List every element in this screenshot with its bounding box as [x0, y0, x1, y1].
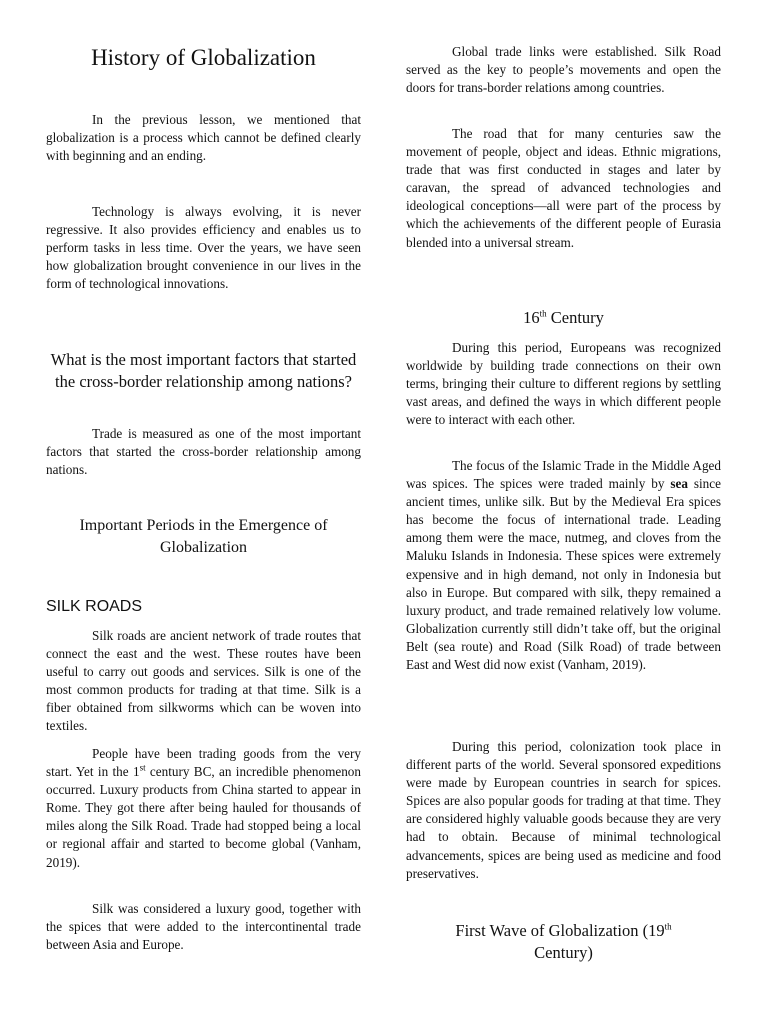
trade-links-paragraph: Global trade links were established. Silk Road served as the key to people’s movements and open the doors for trans-border relations among countries. — [406, 44, 721, 96]
c16-paragraph-2-end: since ancient times, unlike silk. But by the Medieval Era spices has become the focus of international trade. Leading among them were the mace, nutmeg, and cloves from the Maluku Islands in Indonesia. These spices were extremely expensive and in high demand, not only in Indonesia but also in Europe. But compared with silk, thepy remained a luxury product, and trade remained relatively low volume. Globalization currently still didn’t take off, but the original Belt (sea route) and Road (Silk Road) of trade between East and West did now exist (Vanham, 2019). — [406, 476, 721, 673]
century-16-heading — [406, 307, 721, 329]
page-title: History of Globalization — [91, 45, 316, 70]
intro-paragraph-2: Technology is always evolving, it is never regressive. It also provides efficiency and enables us to perform tasks in less time. Over the years, we have seen how globalization brought convenience in our lives in the form of technological innovations. — [46, 204, 361, 292]
silk-paragraph-2-start: People have been trading goods from the very start. Yet in the 1 — [46, 746, 361, 780]
century-number: 16 — [523, 308, 540, 327]
c16-paragraph-2 — [406, 457, 721, 674]
c16-paragraph-1: During this period, Europeans was recognized worldwide by building trade connections on their own terms, bringing their culture to different regions by settling vast areas, and defined the ways in which different people were to interact with each other. — [406, 340, 721, 428]
silk-paragraph-3: Silk was considered a luxury good, together with the spices that were added to the intercontinental trade between Asia and Europe. — [46, 901, 361, 953]
silk-paragraph-2 — [46, 745, 361, 872]
road-movement-paragraph: The road that for many centuries saw the movement of people, object and ideas. Ethnic migrations, trade that was first conducted in stages and later by caravan, the spread of advanced technologies and ideological conceptions—all were part of the process by which the achievements of the different people of Eurasia blended into a universal stream. — [406, 126, 721, 250]
sea-emphasis: sea — [670, 476, 688, 492]
periods-heading: Important Periods in the Emergence of Globalization — [79, 517, 328, 556]
first-wave-suffix: th — [664, 921, 672, 932]
first-wave-start: First Wave of Globalization (19 — [455, 921, 665, 940]
silk-roads-heading: SILK ROADS — [46, 598, 143, 615]
silk-paragraph-2-end: century BC, an incredible phenomenon occurred. Luxury products from China started to appear in Rome. They got there after being hauled for thousands of miles along the Silk Road. Trade had stopped being a local or regional affair and started to become global (Vanham, 2019). — [46, 764, 361, 870]
c16-paragraph-3: During this period, colonization took place in different parts of the world. Several sponsored expeditions were made by European countries in search for spices. Spices are also popular goods for trading at that time. They are considered highly valuable goods because they are very had to obtain. Because of minimal technological advancements, spices are being used as medicine and food preservatives. — [406, 739, 721, 881]
c16-paragraph-2-start: The focus of the Islamic Trade in the Middle Aged was spices. The spices were traded mainly by — [406, 458, 721, 492]
first-wave-heading — [406, 920, 721, 964]
question-heading: What is the most important factors that started the cross-border relationship among nations? — [50, 350, 357, 391]
ordinal-suffix: st — [139, 762, 146, 773]
first-wave-end: Century) — [534, 943, 593, 962]
century-suffix: th — [539, 308, 547, 319]
silk-paragraph-1: Silk roads are ancient network of trade routes that connect the east and the west. These routes have been useful to carry out goods and services. Silk is one of the most common products for trading at that time. Silk is a fiber obtained from silkworms which can be woven into textiles. — [46, 628, 361, 734]
trade-paragraph: Trade is measured as one of the most important factors that started the cross-border relationship among nations. — [46, 426, 361, 478]
century-word: Century — [546, 308, 604, 327]
intro-paragraph-1: In the previous lesson, we mentioned that globalization is a process which cannot be defined clearly with beginning and an ending. — [46, 112, 361, 164]
